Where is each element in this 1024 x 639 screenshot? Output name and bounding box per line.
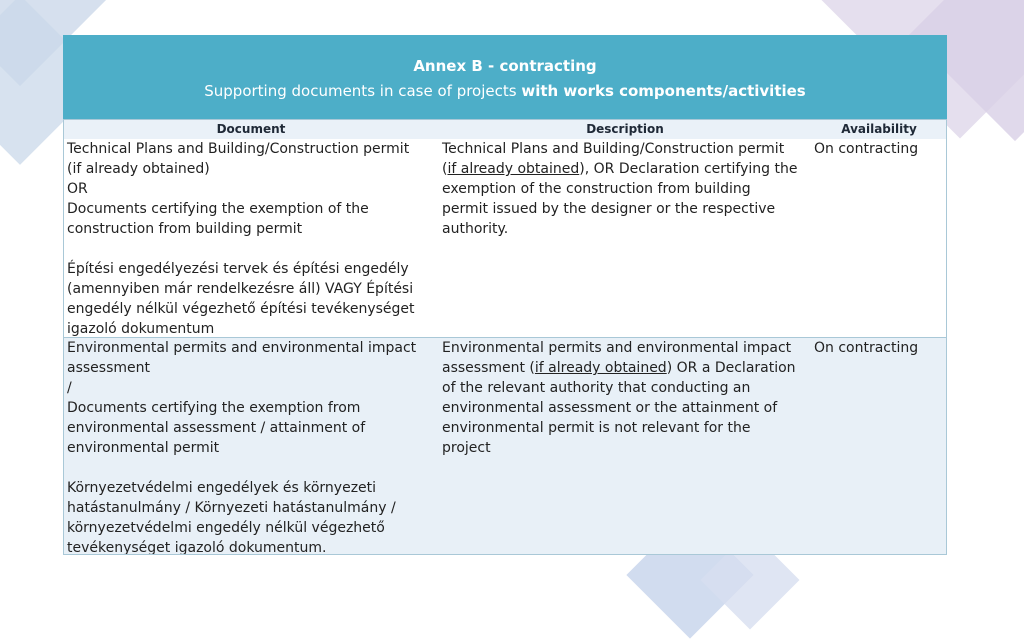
column-header-availability: Availability (841, 122, 917, 136)
document-line: Environmental permits and environmental impact (67, 340, 417, 356)
document-line: OR (67, 181, 88, 197)
document-line: / (67, 380, 72, 396)
underlined-text: if already obtained (447, 161, 580, 177)
document-line: Documents certifying the exemption of the (67, 201, 369, 217)
description-line: project (442, 440, 491, 456)
document-line: engedély nélkül végezhető építési tevékenységet (67, 301, 415, 317)
page-title: Annex B - contracting (413, 57, 597, 75)
document-line: Környezetvédelmi engedélyek és környezeti (67, 480, 377, 496)
description-line: authority. (442, 221, 509, 237)
column-header-document: Document (216, 122, 286, 136)
subtitle-emphasis: with works components/activities (521, 82, 806, 100)
document-line: igazoló dokumentum (67, 321, 215, 337)
description-line: exemption of the construction from building (442, 181, 751, 197)
table-row (64, 338, 946, 554)
table-row (64, 139, 946, 338)
blank-line (67, 239, 432, 259)
availability-cell: On contracting (814, 340, 919, 356)
description-line (442, 358, 807, 378)
table-header (64, 120, 946, 140)
description-line: environmental permit is not relevant for the (442, 420, 751, 436)
description-text: ( (442, 161, 448, 177)
document-line: tevékenységet igazoló dokumentum. (67, 540, 327, 554)
description-text: ), OR Declaration certifying the (579, 161, 798, 177)
document-line: construction from building permit (67, 221, 303, 237)
description-line (442, 159, 807, 179)
document-line: környezetvédelmi engedély nélkül végezhető (67, 520, 385, 536)
description-text: ) OR a Declaration (666, 360, 796, 376)
availability-cell: On contracting (814, 141, 919, 157)
document-cell (67, 338, 432, 554)
document-line: hatástanulmány / Környezeti hatástanulmány / (67, 500, 396, 516)
description-cell (442, 139, 807, 239)
underlined-text: if already obtained (534, 360, 667, 376)
description-line: environmental assessment or the attainment of (442, 400, 778, 416)
description-line: Technical Plans and Building/Construction permit (442, 141, 785, 157)
document-line: (amennyiben már rendelkezésre áll) VAGY Építési (67, 281, 414, 297)
supporting-documents-table (63, 119, 947, 555)
description-cell (442, 338, 807, 458)
document-cell (67, 139, 432, 338)
document-line: Technical Plans and Building/Construction permit (67, 141, 410, 157)
description-line: permit issued by the designer or the respective (442, 201, 776, 217)
column-header-description: Description (586, 122, 664, 136)
description-line: Environmental permits and environmental impact (442, 340, 792, 356)
document-line: Építési engedélyezési tervek és építési engedély (67, 261, 409, 277)
page-subtitle (63, 80, 947, 102)
subtitle-text: Supporting documents in case of projects (204, 82, 522, 100)
document-line: environmental assessment / attainment of (67, 420, 366, 436)
document-line: Documents certifying the exemption from (67, 400, 361, 416)
title-banner (63, 35, 947, 119)
description-line: of the relevant authority that conducting an (442, 380, 751, 396)
blank-line (67, 458, 432, 478)
document-line: environmental permit (67, 440, 220, 456)
description-text: assessment ( (442, 360, 535, 376)
document-line: (if already obtained) (67, 161, 210, 177)
document-line: assessment (67, 360, 150, 376)
